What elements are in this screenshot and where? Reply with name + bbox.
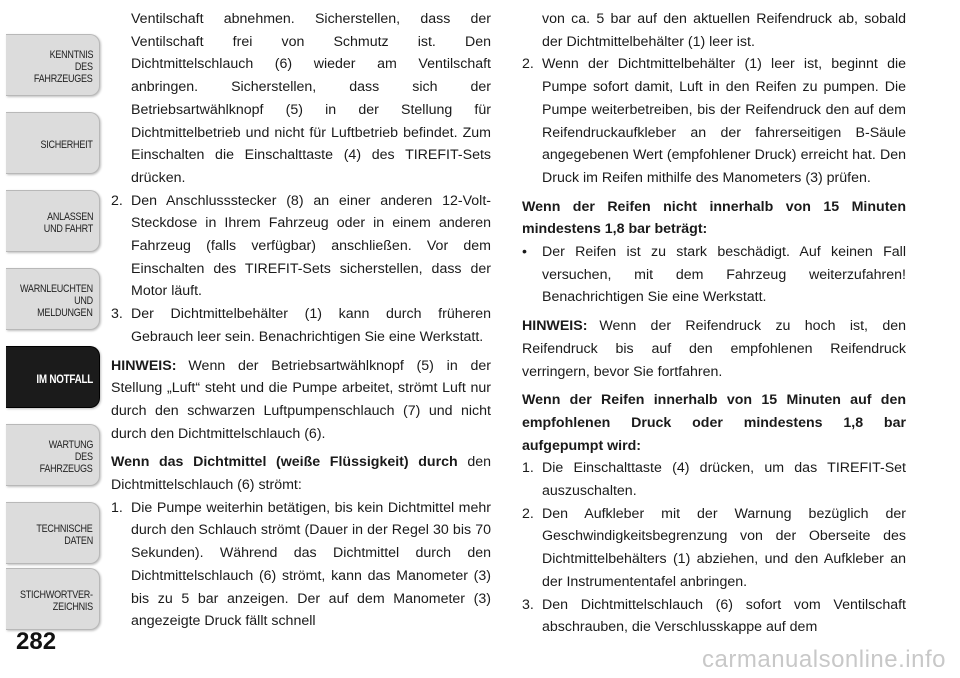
chapter-sidebar: [0, 0, 104, 678]
tab-technische-daten[interactable]: [6, 502, 100, 564]
tab-label: TECHNISCHE: [36, 523, 93, 535]
tab-label: WARNLEUCHTEN: [20, 283, 93, 295]
list-number: 3.: [111, 306, 123, 323]
tab-label: DATEN: [64, 535, 93, 547]
tab-label: DES: [75, 451, 93, 463]
list-number: 2.: [111, 192, 123, 209]
right-column: [522, 8, 906, 639]
tab-warnleuchten-und-meldungen[interactable]: [6, 268, 100, 330]
list-item: [111, 497, 491, 633]
note-label: HINWEIS:: [522, 318, 588, 335]
list-text: Der Dichtmittelbehälter (1) kann durch früheren Gebrauch leer sein. Benachrichtigen Sie eine Werkstatt.: [131, 306, 491, 345]
tab-im-notfall[interactable]: [6, 346, 100, 408]
list-item: [522, 503, 906, 594]
list-item: [522, 594, 906, 639]
heading-rest: den Dichtmittelschlauch (6) strömt:: [111, 454, 491, 494]
section-heading: Wenn der Reifen innerhalb von 15 Minuten auf den empfohlenen Druck oder mindestens 1,8 bar aufgepumpt wird:: [522, 392, 906, 454]
tab-label: ANLASSEN: [46, 211, 93, 223]
list-text: Den Dichtmittelschlauch (6) sofort vom Ventilschaft abschrauben, die Verschlusskappe auf dem: [542, 596, 906, 636]
heading-bold: Wenn das Dichtmittel (weiße Flüssigkeit) durch: [111, 454, 458, 471]
list-text: Wenn der Dichtmittelbehälter (1) leer ist, beginnt die Pumpe sofort damit, Luft in den Reifen zu pumpen. Die Pumpe weiterbetreiben, bis der Reifendruck den auf dem Reifendruckaufkleber an der fahrerseitigen B-Säule angegebenen Wert (empfohlener Druck) erreicht hat. Den Druck im Reifen mithilfe des Manometers (3) prüfen.: [542, 56, 906, 186]
section-heading: [111, 451, 491, 496]
tab-label: DES: [75, 61, 93, 73]
tab-label: SICHERHEIT: [40, 139, 93, 151]
tab-label: ZEICHNIS: [52, 601, 93, 613]
list-item: [522, 457, 906, 502]
note-label: HINWEIS:: [111, 357, 177, 374]
tab-label: FAHRZEUGS: [40, 463, 93, 475]
tab-wartung-des-fahrzeugs[interactable]: [6, 424, 100, 486]
list-number: 1.: [111, 499, 123, 516]
continued-step-text: von ca. 5 bar auf den aktuellen Reifendruck ab, sobald der Dichtmittelbehälter (1) leer ist.: [542, 11, 906, 50]
list-number: 2.: [522, 505, 534, 522]
list-text: Die Pumpe weiterhin betätigen, bis kein Dichtmittel mehr durch den Schlauch strömt (Dauer in der Regel 30 bis 70 Sekunden). Während das Dichtmittel durch den Dichtmittelschlauch (6) strömt, kann das Manometer (3) bis zu 5 bar anzeigen. Der auf dem Manometer (3) angezeigte Druck fällt schnell: [131, 499, 491, 630]
list-item: [111, 303, 491, 348]
tab-label: STICHWORTVER-: [20, 589, 93, 601]
list-text: Den Aufkleber mit der Warnung bezüglich der Geschwindigkeitsbegrenzung von der Oberseite des Dichtmittelbehälters (1) abziehen, und den Aufkleber an der Instrumententafel anbringen.: [542, 505, 906, 590]
note-text: Wenn der Betriebsartwählknopf (5) in der Stellung „Luft“ steht und die Pumpe arbeitet, strömt Luft nur durch den schwarzen Luftpumpenschlauch (7) und nicht durch den Dichtmittelschlauch (6).: [111, 357, 491, 442]
left-column: [111, 8, 491, 633]
list-number: 1.: [522, 460, 534, 477]
tab-kenntnis-des-fahrzeuges[interactable]: [6, 34, 100, 96]
tab-label: UND FAHRT: [43, 223, 93, 235]
tab-anlassen-und-fahrt[interactable]: [6, 190, 100, 252]
section-heading: Wenn der Reifen nicht innerhalb von 15 Minuten mindestens 1,8 bar beträgt:: [522, 198, 906, 238]
tab-label: FAHRZEUGES: [34, 73, 93, 85]
note-paragraph: [111, 355, 491, 446]
bullet-text: Der Reifen ist zu stark beschädigt. Auf keinen Fall versuchen, mit dem Fahrzeug weiterzufahren! Benachrichtigen Sie eine Werkstatt.: [542, 244, 906, 306]
tab-label: KENNTNIS: [49, 49, 93, 61]
tab-stichwortverzeichnis[interactable]: [6, 568, 100, 630]
tab-label: UND: [74, 295, 93, 307]
list-item: [522, 53, 906, 189]
note-paragraph: [522, 315, 906, 383]
note-text: Wenn der Reifendruck zu hoch ist, den Reifendruck bis auf den empfohlenen Reifendruck verringern, bevor Sie fortfahren.: [522, 318, 906, 380]
list-number: 3.: [522, 596, 534, 613]
list-text: Die Einschalttaste (4) drücken, um das TIREFIT-Set auszuschalten.: [542, 460, 906, 500]
list-text: Den Anschlussstecker (8) an einer anderen 12-Volt-Steckdose in Ihrem Fahrzeug oder in einem anderen Fahrzeug (falls verfügbar) anschließen. Vor dem Einschalten des TIREFIT-Sets sicherstellen, dass der Motor läuft.: [131, 192, 491, 300]
watermark-text: carmanualsonline.info: [702, 646, 946, 673]
tab-label: WARTUNG: [48, 439, 93, 451]
list-number: 2.: [522, 56, 534, 73]
page-number: 282: [16, 628, 57, 655]
continued-step-text: Ventilschaft abnehmen. Sicherstellen, dass der Ventilschaft frei von Schmutz ist. Den Dichtmittelschlauch (6) wieder am Ventilschaft anbringen. Sicherstellen, dass sich der Betriebsartwählknopf (5) in der Stellung für Dichtmittelbetrieb und nicht für Luftbetrieb befindet. Zum Einschalten die Einschalttaste (4) des TIREFIT-Sets drücken.: [131, 11, 491, 186]
tab-sicherheit[interactable]: [6, 112, 100, 174]
list-item: [111, 190, 491, 304]
tab-label: MELDUNGEN: [37, 307, 93, 319]
tab-label: IM NOTFALL: [36, 372, 93, 386]
bullet-item: [522, 241, 906, 309]
bullet-icon: •: [522, 244, 527, 261]
